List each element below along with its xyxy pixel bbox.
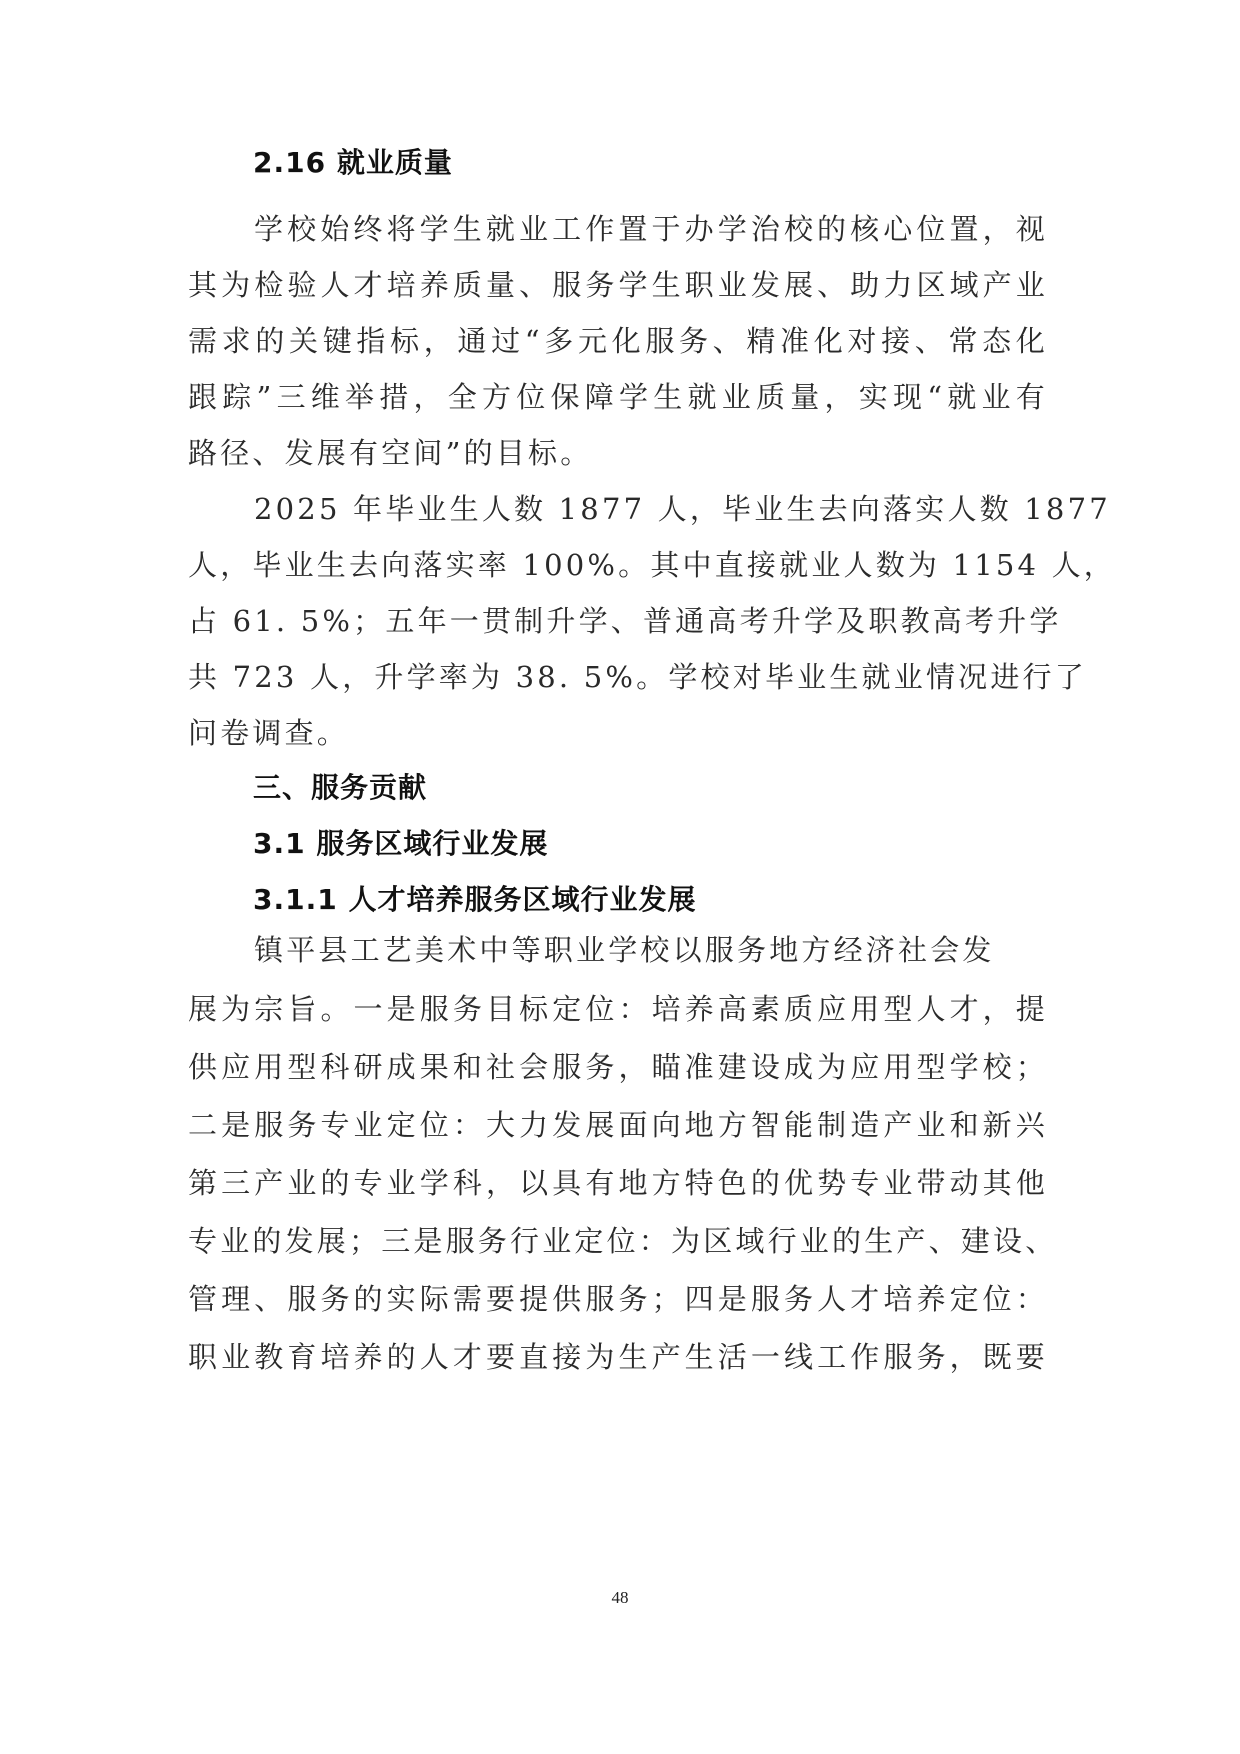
section-heading-3-1-1: 3.1.1 人才培养服务区域行业发展: [253, 883, 697, 916]
chapter-heading-3: 三、服务贡献: [253, 771, 428, 804]
paragraph-line: 二是服务专业定位：大力发展面向地方智能制造产业和新兴: [188, 1108, 1048, 1142]
paragraph-line: 学校始终将学生就业工作置于办学治校的核心位置，视: [254, 212, 1048, 246]
paragraph-line: 问卷调查。: [188, 716, 350, 750]
page-number: 48: [611, 1588, 629, 1607]
paragraph-line: 职业教育培养的人才要直接为生产生活一线工作服务，既要: [188, 1340, 1048, 1374]
section-heading-2-16: 2.16 就业质量: [253, 146, 453, 179]
paragraph-line: 需求的关键指标，通过“多元化服务、精准化对接、常态化: [188, 324, 1048, 358]
paragraph-line: 跟踪”三维举措，全方位保障学生就业质量，实现“就业有: [188, 380, 1048, 414]
paragraph-line: 第三产业的专业学科，以具有地方特色的优势专业带动其他: [188, 1166, 1048, 1200]
section-heading-3-1: 3.1 服务区域行业发展: [253, 827, 549, 860]
paragraph-line: 人，毕业生去向落实率 100%。其中直接就业人数为 1154 人，: [188, 548, 1116, 582]
paragraph-line: 其为检验人才培养质量、服务学生职业发展、助力区域产业: [188, 268, 1048, 302]
paragraph-line: 专业的发展；三是服务行业定位：为区域行业的生产、建设、: [188, 1224, 1058, 1258]
paragraph-line: 共 723 人，升学率为 38. 5%。学校对毕业生就业情况进行了: [188, 660, 1087, 694]
paragraph-line: 2025 年毕业生人数 1877 人，毕业生去向落实人数 1877: [254, 492, 1111, 526]
paragraph-line: 管理、服务的实际需要提供服务；四是服务人才培养定位：: [188, 1282, 1048, 1316]
paragraph-line: 路径、发展有空间”的目标。: [188, 436, 593, 470]
paragraph-line: 占 61. 5%；五年一贯制升学、普通高考升学及职教高考升学: [188, 604, 1062, 638]
paragraph-line: 展为宗旨。一是服务目标定位：培养高素质应用型人才，提: [188, 992, 1048, 1026]
paragraph-line: 供应用型科研成果和社会服务，瞄准建设成为应用型学校；: [188, 1050, 1048, 1084]
paragraph-line: 镇平县工艺美术中等职业学校以服务地方经济社会发: [254, 933, 995, 967]
